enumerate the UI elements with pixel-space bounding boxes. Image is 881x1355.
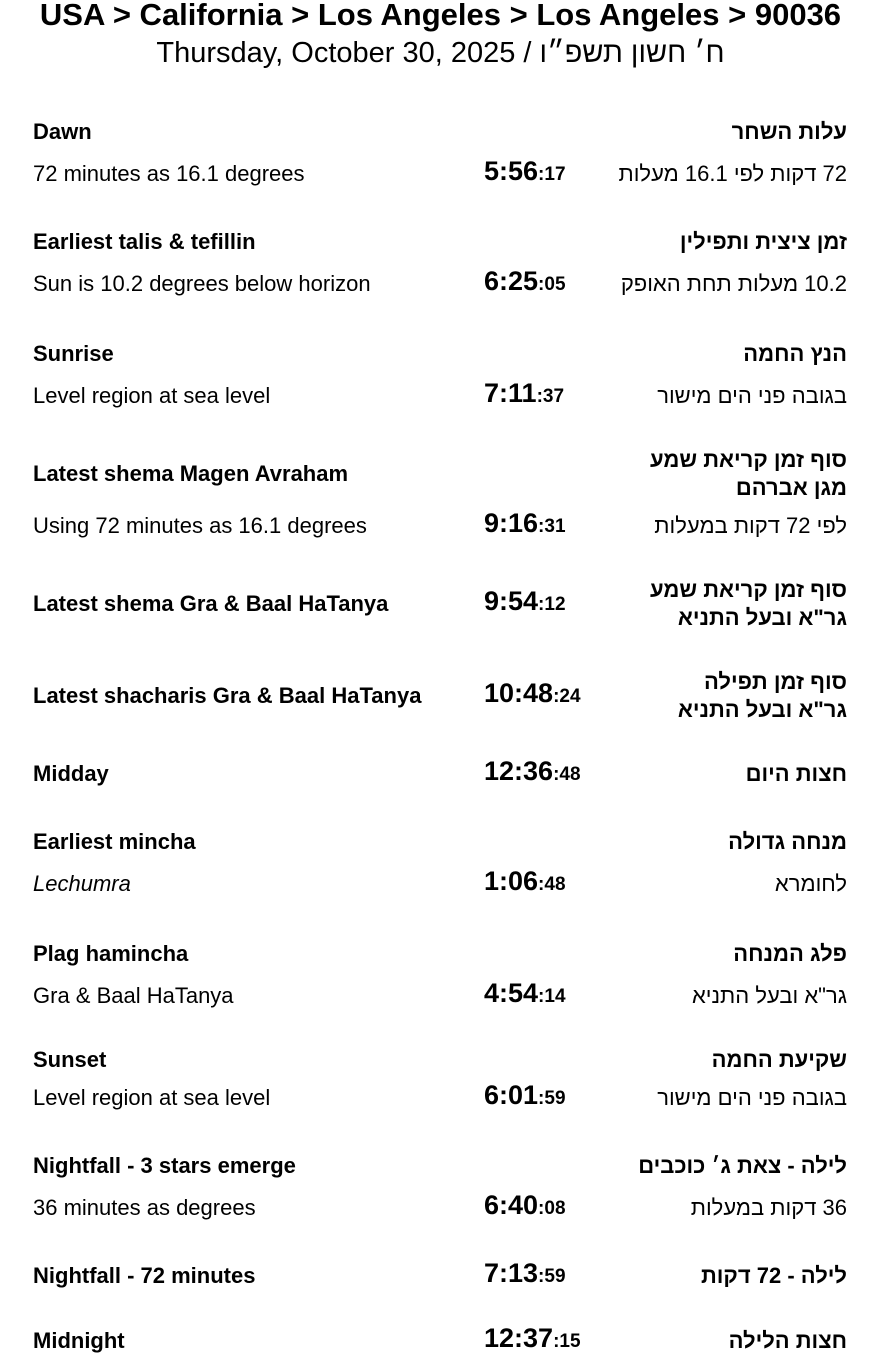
zman-time	[484, 678, 581, 709]
zman-title-en: Earliest mincha	[33, 829, 196, 854]
zman-time	[484, 378, 564, 409]
time-hm: 1:06	[484, 866, 539, 896]
time-sec: :48	[538, 874, 566, 895]
zman-desc-en: 36 minutes as degrees	[33, 1195, 256, 1220]
zman-time	[484, 156, 566, 187]
zman-time	[484, 866, 566, 897]
zman-desc-he: גר"א ובעל התניא	[691, 983, 847, 1008]
time-sec: :37	[536, 386, 565, 407]
time-hm: 6:01	[484, 1080, 539, 1110]
time-hm: 4:54	[484, 978, 539, 1008]
time-sec: :08	[538, 1198, 566, 1219]
zman-desc-en: Level region at sea level	[33, 1085, 271, 1110]
zman-title-he: חצות הלילה	[728, 1328, 847, 1353]
time-hm: 5:56	[484, 156, 539, 186]
zman-time	[484, 1323, 581, 1354]
zman-title-he: לילה - צאת ג׳ כוכבים	[638, 1153, 847, 1178]
zman-desc-he: בגובה פני הים מישור	[657, 383, 847, 408]
zman-time	[484, 586, 566, 617]
zman-title-en: Nightfall - 3 stars emerge	[33, 1153, 296, 1178]
zman-title-en: Latest shema Gra & Baal HaTanya	[33, 591, 389, 616]
time-hm: 7:13	[484, 1258, 539, 1288]
time-hm: 9:54	[484, 586, 539, 616]
time-sec: :59	[538, 1088, 566, 1109]
time-sec: :31	[538, 516, 566, 537]
time-hm: 12:37	[484, 1323, 554, 1353]
zman-desc-en: Gra & Baal HaTanya	[33, 983, 234, 1008]
hebrew-date: ח׳ חשון תשפ״ו	[539, 37, 725, 69]
time-hm: 6:40	[484, 1190, 539, 1220]
zman-title-he: חצות היום	[745, 761, 847, 786]
time-sec: :12	[538, 594, 566, 615]
zman-time	[484, 1258, 566, 1289]
zman-desc-he: לפי 72 דקות במעלות	[654, 513, 847, 538]
zman-title-he-line1: סוף זמן קריאת שמע	[650, 577, 847, 602]
zman-title-en: Plag hamincha	[33, 941, 189, 966]
zman-desc-he: 72 דקות לפי 16.1 מעלות	[618, 161, 847, 186]
time-sec: :15	[553, 1331, 581, 1352]
time-sec: :48	[553, 764, 581, 785]
zman-title-he-line1: סוף זמן תפילה	[703, 669, 847, 694]
zman-title-en: Latest shacharis Gra & Baal HaTanya	[33, 683, 422, 708]
zman-title-he-line2: גר"א ובעל התניא	[677, 697, 847, 722]
date-separator: /	[515, 37, 540, 69]
zman-title-he: עלות השחר	[731, 119, 847, 144]
zman-desc-en: Lechumra	[33, 871, 131, 896]
zman-title-he: זמן ציצית ותפילין	[679, 229, 847, 254]
zman-time	[484, 508, 566, 539]
zman-time	[484, 978, 566, 1009]
time-sec: :17	[538, 164, 566, 185]
zman-title-en: Sunrise	[33, 341, 114, 366]
zman-title-he-line1: סוף זמן קריאת שמע	[650, 447, 847, 472]
zman-title-en: Sunset	[33, 1047, 107, 1072]
location-breadcrumb: USA > California > Los Angeles > Los Angeles > 90036	[39, 0, 842, 32]
zman-title-he: מנחה גדולה	[728, 829, 847, 854]
zman-title-en: Nightfall - 72 minutes	[33, 1263, 256, 1288]
zman-title-he: שקיעת החמה	[711, 1047, 847, 1072]
gregorian-date: Thursday, October 30, 2025	[156, 37, 516, 69]
zman-time	[484, 756, 581, 787]
time-hm: 9:16	[484, 508, 539, 538]
zman-desc-en: 72 minutes as 16.1 degrees	[33, 161, 305, 186]
zman-title-en: Dawn	[33, 119, 92, 144]
zman-title-en: Midday	[33, 761, 109, 786]
zman-desc-he: בגובה פני הים מישור	[657, 1085, 847, 1110]
zman-title-he: לילה - 72 דקות	[701, 1263, 847, 1288]
zman-desc-he: 10.2 מעלות תחת האופק	[620, 271, 847, 296]
time-sec: :24	[553, 686, 581, 707]
zman-title-en: Latest shema Magen Avraham	[33, 461, 349, 486]
zman-title-he: פלג המנחה	[733, 941, 847, 966]
zman-time	[484, 1190, 566, 1221]
date-line	[0, 34, 881, 72]
zman-title-en: Midnight	[33, 1328, 125, 1353]
zman-title-he-line2: גר"א ובעל התניא	[677, 605, 847, 630]
time-hm: 6:25	[484, 266, 539, 296]
zman-desc-he: לחומרא	[774, 871, 847, 896]
zman-desc-en: Using 72 minutes as 16.1 degrees	[33, 513, 367, 538]
zman-time	[484, 266, 566, 297]
time-sec: :05	[538, 274, 566, 295]
time-hm: 10:48	[484, 678, 554, 708]
zman-desc-en: Sun is 10.2 degrees below horizon	[33, 271, 371, 296]
time-sec: :14	[538, 986, 566, 1007]
zman-title-en: Earliest talis & tefillin	[33, 229, 256, 254]
time-sec: :59	[538, 1266, 566, 1287]
zman-title-he-line2: מגן אברהם	[735, 475, 847, 500]
zman-desc-en: Level region at sea level	[33, 383, 271, 408]
zman-desc-he: 36 דקות במעלות	[690, 1195, 847, 1220]
time-hm: 12:36	[484, 756, 554, 786]
zman-title-he: הנץ החמה	[743, 341, 847, 366]
zman-time	[484, 1080, 566, 1111]
time-hm: 7:11	[484, 378, 537, 408]
